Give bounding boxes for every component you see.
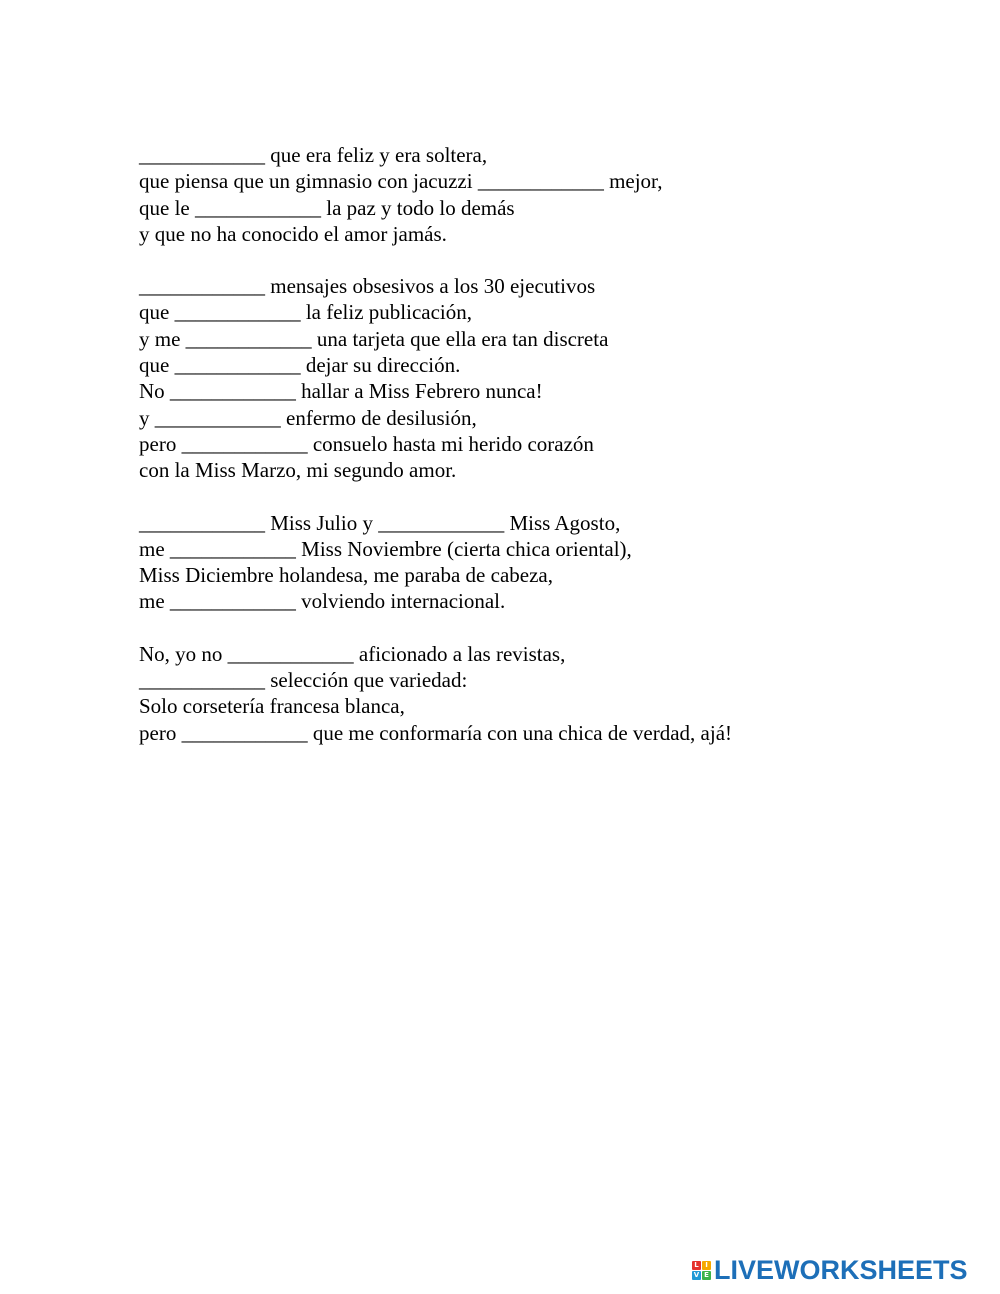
lyric-line <box>139 693 919 719</box>
line-text: que <box>139 300 175 325</box>
lyric-line <box>139 405 919 431</box>
line-text: Miss Noviembre (cierta chica oriental), <box>295 536 632 561</box>
stanza <box>139 142 919 247</box>
lyric-line <box>139 457 919 483</box>
line-text: Miss Agosto, <box>504 510 621 535</box>
lyric-line <box>139 588 919 614</box>
line-text: la paz y todo lo demás <box>320 195 515 220</box>
logo-tile: L <box>692 1261 701 1270</box>
answer-blank[interactable]: ____________ <box>174 353 301 378</box>
stanza <box>139 641 919 746</box>
lyric-line <box>139 378 919 404</box>
answer-blank[interactable]: ____________ <box>181 720 308 745</box>
line-text: la feliz publicación, <box>300 300 473 325</box>
answer-blank[interactable]: ____________ <box>378 510 505 535</box>
answer-blank[interactable]: ____________ <box>174 300 301 325</box>
answer-blank[interactable]: ____________ <box>139 274 265 299</box>
line-text: que piensa que un gimnasio con jacuzzi <box>139 169 478 194</box>
line-text: que le <box>139 195 195 220</box>
answer-blank[interactable]: ____________ <box>139 143 265 167</box>
worksheet <box>139 142 919 772</box>
line-text: y <box>139 405 155 430</box>
logo-tile: V <box>693 1271 700 1279</box>
liveworksheets-logo-icon <box>692 1261 711 1280</box>
answer-blank[interactable]: ____________ <box>477 169 604 194</box>
line-text: que era feliz y era soltera, <box>265 143 488 167</box>
line-text: hallar a Miss Febrero nunca! <box>295 379 543 404</box>
lyric-line <box>139 720 919 746</box>
line-text: que me conformaría con una chica de verdad, ajá! <box>307 720 733 745</box>
answer-blank[interactable]: ____________ <box>169 379 296 404</box>
answer-blank[interactable]: ____________ <box>185 326 312 351</box>
liveworksheets-brand[interactable] <box>692 1254 968 1286</box>
line-text: mejor, <box>603 169 663 194</box>
line-text: aficionado a las revistas, <box>353 641 566 666</box>
lyric-line <box>139 299 919 325</box>
logo-tile: E <box>702 1271 711 1280</box>
lyric-line <box>139 641 919 667</box>
stanza <box>139 510 919 615</box>
line-text: Miss Diciembre holandesa, me paraba de cabeza, <box>139 563 553 588</box>
line-text: enfermo de desilusión, <box>280 405 477 430</box>
stanza-list <box>139 142 919 746</box>
line-text: pero <box>139 720 182 745</box>
lyric-line <box>139 168 919 194</box>
lyric-line <box>139 667 919 693</box>
line-text: que <box>139 353 175 378</box>
answer-blank[interactable]: ____________ <box>181 431 308 456</box>
line-text: consuelo hasta mi herido corazón <box>307 431 594 456</box>
answer-blank[interactable]: ____________ <box>194 195 321 220</box>
line-text: y me <box>139 326 186 351</box>
lyric-line <box>139 142 919 168</box>
lyric-line <box>139 352 919 378</box>
line-text: No, yo no <box>139 641 228 666</box>
stanza <box>139 273 919 483</box>
line-text: selección que variedad: <box>265 668 468 693</box>
answer-blank[interactable]: ____________ <box>169 536 296 561</box>
answer-blank[interactable]: ____________ <box>154 405 281 430</box>
brand-name: LIVEWORKSHEETS <box>714 1255 968 1285</box>
answer-blank[interactable]: ____________ <box>169 589 296 614</box>
lyric-line <box>139 536 919 562</box>
line-text: Solo corsetería francesa blanca, <box>139 694 405 719</box>
lyric-line <box>139 431 919 457</box>
lyric-line <box>139 273 919 299</box>
line-text: mensajes obsesivos a los 30 ejecutivos <box>265 274 596 299</box>
line-text: pero <box>139 431 182 456</box>
lyric-line <box>139 221 919 247</box>
line-text: me <box>139 536 170 561</box>
answer-blank[interactable]: ____________ <box>139 510 265 535</box>
logo-tile: I <box>702 1261 711 1270</box>
line-text: dejar su dirección. <box>300 353 461 378</box>
line-text: No <box>139 379 170 404</box>
line-text: una tarjeta que ella era tan discreta <box>311 326 609 351</box>
line-text: me <box>139 589 170 614</box>
line-text: y que no ha conocido el amor jamás. <box>139 221 447 246</box>
line-text: volviendo internacional. <box>295 589 506 614</box>
lyric-line <box>139 326 919 352</box>
answer-blank[interactable]: ____________ <box>227 641 354 666</box>
line-text: con la Miss Marzo, mi segundo amor. <box>139 458 457 483</box>
lyric-line <box>139 562 919 588</box>
line-text: Miss Julio y <box>265 510 379 535</box>
lyric-line <box>139 195 919 221</box>
lyric-line <box>139 510 919 536</box>
answer-blank[interactable]: ____________ <box>139 668 265 693</box>
